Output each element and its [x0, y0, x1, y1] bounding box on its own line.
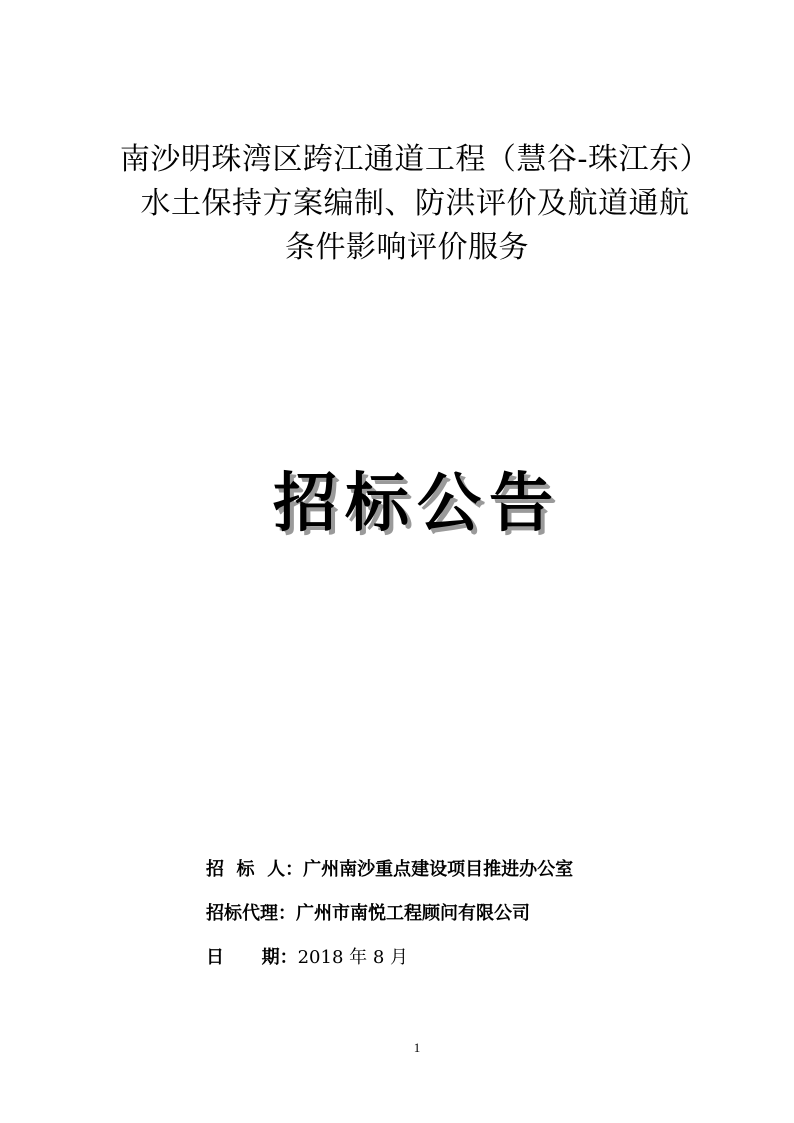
tenderer-row: [206, 848, 746, 892]
page-number: 1: [413, 1040, 421, 1055]
tenderer-value: 广州南沙重点建设项目推进办公室: [303, 859, 574, 880]
announcement-headline: 招标公告: [273, 467, 561, 541]
document-title: [0, 138, 794, 270]
tender-info: [206, 848, 746, 980]
date-row: [206, 936, 746, 980]
agent-value: 广州市南悦工程顾问有限公司: [296, 903, 530, 924]
agent-row: [206, 892, 746, 936]
title-line-1: 南沙明珠湾区跨江通道工程（慧谷-珠江东）: [119, 142, 711, 177]
date-value: 2018 年 8 月: [297, 947, 409, 968]
tenderer-label: 招 标 人：: [206, 859, 304, 880]
agent-label: 招标代理：: [206, 903, 296, 924]
date-label: 日 期：: [206, 947, 298, 968]
title-line-3: 条件影响评价服务: [285, 230, 529, 265]
title-line-2: 水土保持方案编制、防洪评价及航道通航: [140, 186, 690, 221]
